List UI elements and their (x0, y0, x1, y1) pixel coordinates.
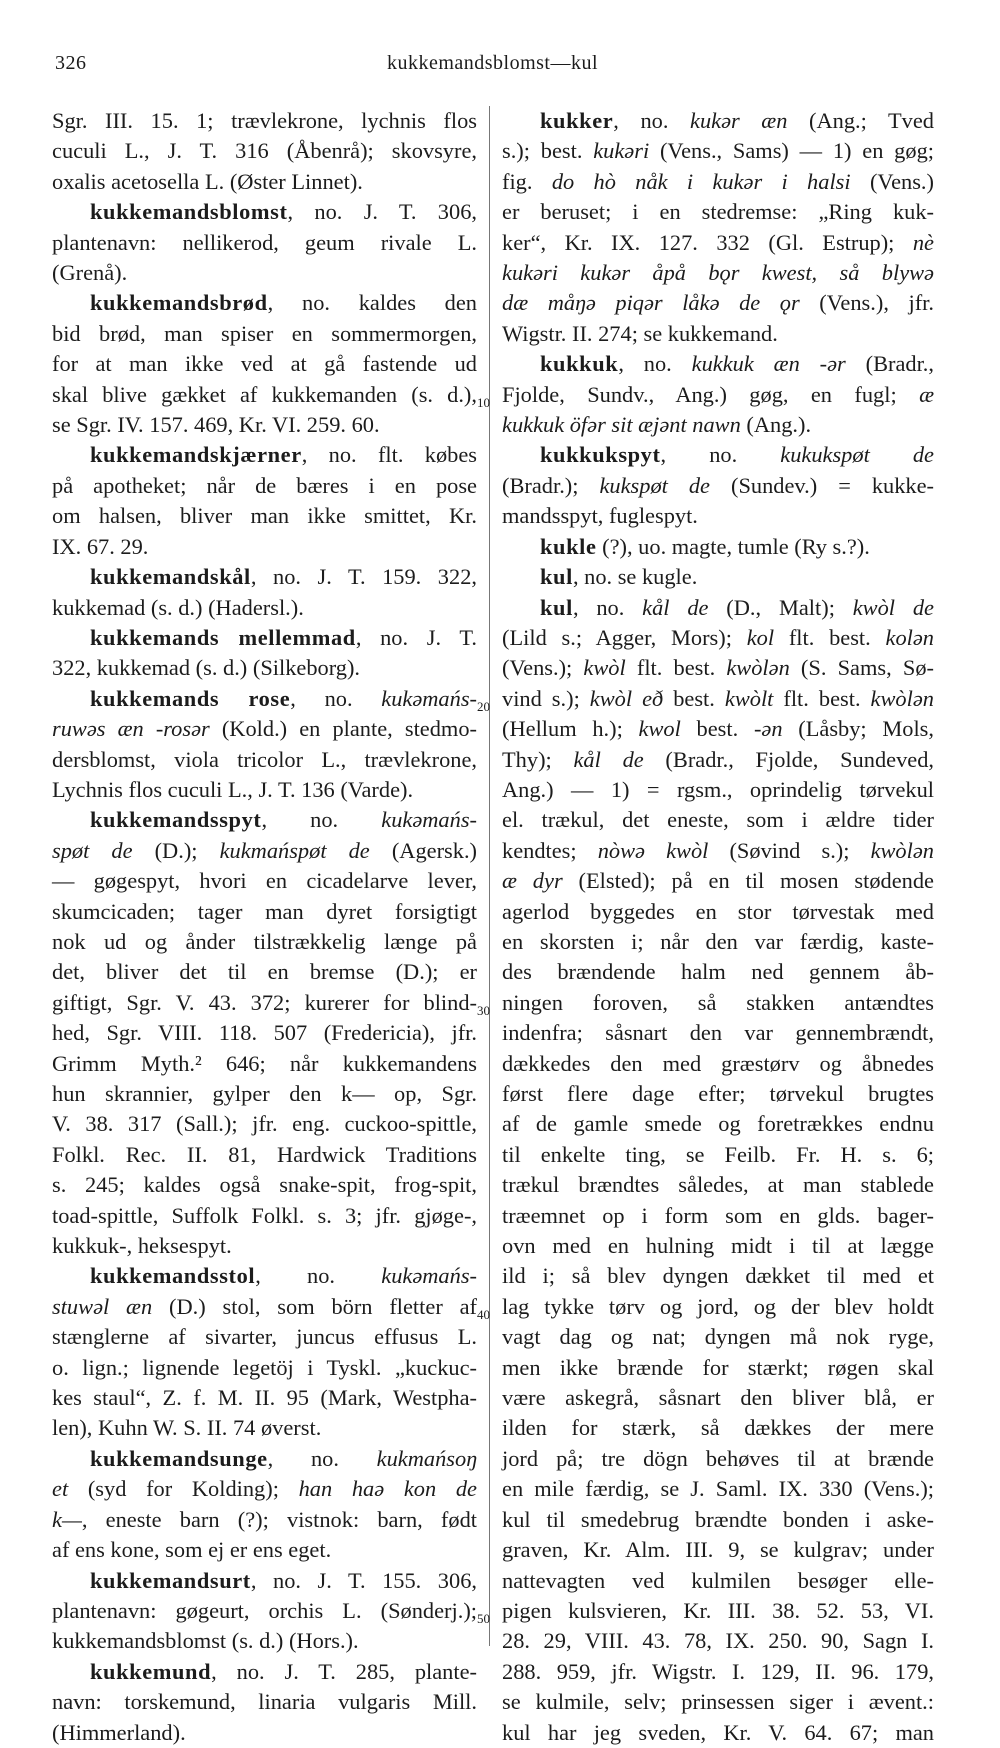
text-run: (Ang.). (740, 412, 812, 438)
text-line (52, 805, 477, 835)
text-run: er beruset; i en stedremse: „Ring kuk- (502, 199, 934, 225)
dialect-form: æ dyr (502, 868, 563, 894)
text-line (502, 988, 934, 1018)
text-line (52, 1292, 477, 1322)
text-run: bid brød, man spiser en sommermorgen, (52, 320, 477, 346)
dialect-form: kukkuk öfər sit æjənt nawn (502, 412, 741, 438)
text-run: (Hellum h.); (502, 716, 639, 742)
dialect-form: kål de (573, 746, 644, 772)
text-line (52, 1353, 477, 1383)
text-line (502, 1383, 934, 1413)
text-line (52, 1657, 477, 1687)
dialect-form: kukmańsoŋ (376, 1445, 477, 1471)
dialect-form: kwòl (583, 655, 626, 681)
text-line (52, 167, 477, 197)
text-line (502, 562, 934, 592)
dialect-form: nòwə kwòl (597, 837, 709, 863)
dialect-form: kwòlən (726, 655, 790, 681)
text-run: en skorsten i; når den var færdig, kaste- (502, 928, 934, 954)
dialect-form: kukəmańs- (381, 685, 477, 711)
dialect-form: dæ måŋə piqər låkə de ǫr (502, 290, 800, 316)
text-line (502, 501, 934, 531)
dialect-form: -ən (753, 716, 783, 742)
headword: kukle (540, 533, 597, 559)
dialect-form: kwòlt (724, 685, 774, 711)
dialect-form: et (52, 1476, 69, 1502)
text-run: el. trækul, det eneste, som i ældre tider (502, 807, 934, 833)
text-line (502, 836, 934, 866)
text-run: vind s.); (502, 685, 590, 711)
text-line (502, 897, 934, 927)
text-run: flt. best. (774, 624, 886, 650)
text-line (52, 228, 477, 258)
text-run: , no. (572, 594, 643, 620)
dialect-form: kål de (642, 594, 709, 620)
text-run: navn: torskemund, linaria vulgaris Mill. (52, 1689, 477, 1715)
text-line (502, 1292, 934, 1322)
text-line (52, 410, 477, 440)
text-run: skal blive gækket af kukkemanden (s. d.), (52, 381, 477, 407)
text-run: trækul brændtes således, at man stablede (502, 1172, 934, 1198)
text-run: om halsen, bliver man ikke smittet, Kr. (52, 503, 477, 529)
text-line (502, 957, 934, 987)
dialect-form: kukukspøt de (780, 442, 934, 468)
text-line (52, 1140, 477, 1170)
text-line (502, 1657, 934, 1687)
dialect-form: do hò nåk i kukər i halsi (551, 168, 851, 194)
text-run: kul til smedebrug brændte bonden i aske- (502, 1506, 934, 1532)
text-line (502, 805, 934, 835)
text-run: Thy); (502, 746, 574, 772)
text-line (502, 1079, 934, 1109)
text-line (52, 623, 477, 653)
text-run: Lychnis flos cuculi L., J. T. 136 (Varde). (52, 776, 414, 802)
dialect-form: kukspøt de (599, 472, 710, 498)
line-number-marker: 10 (477, 395, 490, 410)
text-run: (Vens.), jfr. (799, 290, 934, 316)
text-run: først flere dage efter; tørvekul brugtes (502, 1081, 934, 1106)
text-line (502, 228, 934, 258)
text-line (52, 1505, 477, 1535)
text-run: (Bradr., (845, 351, 935, 377)
text-run: vagt dag og nat; dyngen må nok ryge, (502, 1324, 934, 1350)
headword: kukkemandsunge (90, 1445, 268, 1471)
text-line (52, 319, 477, 349)
text-run: Grimm Myth.² 646; når kukkemandens (52, 1050, 477, 1076)
text-run: best. (680, 716, 754, 742)
text-line (52, 1049, 477, 1079)
text-line (52, 106, 477, 136)
text-run: (D.); (132, 837, 220, 863)
text-line (502, 1505, 934, 1535)
text-run: , no. (660, 442, 781, 468)
text-line (52, 653, 477, 683)
headword: kukkemandsurt (90, 1567, 251, 1593)
headword: kukkemandsblomst (90, 199, 288, 225)
text-run: ilden for stærk, så dækkes der mere (502, 1415, 934, 1441)
dialect-form: ruwəs æn -rosər (52, 716, 210, 742)
line-number-marker: 40 (477, 1307, 490, 1322)
text-run: , no. (255, 1263, 382, 1289)
text-run: (Vens.); (502, 655, 584, 681)
text-line (52, 897, 477, 927)
text-run: o. lign.; lignende legetöj i Tyskl. „kuckuc- (52, 1354, 477, 1380)
text-run: , no. kaldes den (267, 290, 477, 316)
headword: kukkemandskål (90, 564, 251, 590)
line-number-marker: 50 (477, 1611, 490, 1626)
text-run: være askegrå, såsnart den bliver blå, er (502, 1385, 934, 1411)
text-line (52, 440, 477, 470)
text-run: nattevagten ved kulmilen besøger elle- (502, 1567, 934, 1593)
text-run: s.); best. (502, 138, 594, 164)
text-line (52, 288, 477, 318)
text-run: , no. (613, 108, 691, 133)
text-run: (?), uo. magte, tumle (Ry s.?). (596, 533, 870, 559)
text-line (502, 593, 934, 623)
dialect-form: kol (746, 624, 775, 650)
text-line (52, 471, 477, 501)
text-run: ild i; så blev dyngen dækket til med et (502, 1263, 934, 1289)
dialect-form: kolən (885, 624, 934, 650)
text-run: (Låsby; Mols, (782, 716, 934, 742)
text-run: (Søvind s.); (708, 837, 871, 863)
line-number-marker: 30 (477, 1003, 490, 1018)
text-run: Folkl. Rec. II. 81, Hardwick Traditions (52, 1141, 477, 1167)
text-line (502, 319, 934, 349)
dialect-form: han haə kon de (298, 1476, 477, 1502)
text-run: , no. J. T. 159. 322, (250, 564, 477, 590)
text-run: se Sgr. IV. 157. 469, Kr. VI. 259. 60. (52, 412, 380, 438)
text-line (502, 1201, 934, 1231)
text-run: — gøgespyt, hvori en cicadelarve lever, (52, 868, 477, 894)
dialect-form: kwòl eð (589, 685, 664, 711)
text-run: dersblomst, viola tricolor L., trævlekrone, (52, 746, 477, 772)
text-run: best. (663, 685, 725, 711)
text-line (52, 836, 477, 866)
text-line (502, 410, 934, 440)
text-run: (Sundev.) = kukke- (710, 472, 934, 498)
text-line (52, 197, 477, 227)
dialect-form: kukkuk æn -ər (691, 351, 846, 377)
text-run: (Elsted); på en til mosen stødende (562, 868, 934, 894)
headword: kukkemandsspyt (90, 807, 262, 833)
text-run: indenfra; såsnart den var gennembrændt, (502, 1020, 934, 1046)
text-run: kukkuk-, heksespyt. (52, 1233, 232, 1259)
text-line (502, 349, 934, 379)
column-divider (489, 106, 490, 1646)
text-run: (Kold.) en plante, stedmo- (209, 716, 477, 742)
text-run: , no. (618, 351, 692, 377)
text-line (502, 380, 934, 410)
text-run: til enkelte ting, se Feilb. Fr. H. s. 6; (502, 1141, 934, 1167)
text-line (52, 714, 477, 744)
text-run: (Agersk.) (369, 837, 477, 863)
text-line (502, 1109, 934, 1139)
text-run: len), Kuhn W. S. II. 74 øverst. (52, 1415, 322, 1441)
text-line (502, 288, 934, 318)
headword: kukkemandsstol (90, 1263, 256, 1289)
text-run: (Ang.; Tved (787, 108, 935, 133)
text-run: ker“, Kr. IX. 127. 332 (Gl. Estrup); (502, 229, 913, 255)
text-run: fig. (502, 168, 552, 194)
headword: kul (540, 564, 573, 590)
dialect-form: kwòl de (852, 594, 934, 620)
text-run: kes staul“, Z. f. M. II. 95 (Mark, Westpha- (52, 1385, 477, 1411)
text-line (502, 1626, 934, 1656)
text-run: på apotheket; når de bæres i en pose (52, 472, 477, 498)
text-run: kukkemandsblomst (s. d.) (Hors.). (52, 1628, 359, 1654)
text-line (502, 684, 934, 714)
text-run: , no. (290, 685, 382, 711)
text-line (52, 1444, 477, 1474)
text-line (52, 380, 477, 410)
dialect-form: kukmańspøt de (219, 837, 370, 863)
text-run: (D., Malt); (708, 594, 853, 620)
text-run: det, bliver det til en bremse (D.); er (52, 959, 477, 985)
text-run: (Himmerland). (52, 1719, 186, 1745)
text-run: graven, Kr. Alm. III. 9, se kulgrav; under (502, 1537, 934, 1563)
text-run: for at man ikke ved at gå fastende ud (52, 351, 477, 377)
line-number-marker: 20 (477, 699, 490, 714)
text-run: stænglerne af sivarter, juncus effusus L. (52, 1324, 477, 1350)
text-run: (Vens., Sams) — 1) en gøg; (649, 138, 934, 164)
text-line (52, 957, 477, 987)
text-run: (Grenå). (52, 260, 128, 286)
text-line (502, 866, 934, 896)
text-run: des brændende halm ned gennem åb- (502, 959, 934, 985)
text-line (502, 927, 934, 957)
text-run: (S. Sams, Sø- (789, 655, 934, 681)
text-run: agerlod byggedes en stor tørvestak med (502, 898, 934, 924)
text-line (502, 136, 934, 166)
dialect-form: kukər æn (690, 108, 788, 133)
left-column (52, 106, 477, 1745)
text-run: en mile færdig, se J. Saml. IX. 330 (Vens.); (502, 1476, 934, 1502)
text-run: , no. J. T. (355, 624, 477, 650)
text-run: plantenavn: nellikerod, geum rivale L. (52, 229, 477, 255)
text-run: flt. best. (625, 655, 727, 681)
text-run: , no. flt. købes (301, 442, 477, 468)
text-line (502, 1687, 934, 1717)
text-run: jord på; tre dögn behøves til at brænde (502, 1445, 934, 1471)
text-line (52, 927, 477, 957)
dialect-form: kukəmańs- (381, 807, 477, 833)
text-run: (Bradr., Fjolde, Sundeved, (643, 746, 934, 772)
text-run: ovn med en hulning midt i til at lægge (502, 1233, 934, 1259)
text-run: men ikke brænde for stærkt; røgen skal (502, 1354, 934, 1380)
text-run: Wigstr. II. 274; se kukkemand. (502, 320, 778, 346)
headword: kukkemands rose (90, 685, 291, 711)
text-line (52, 136, 477, 166)
text-line (52, 1383, 477, 1413)
text-run: lag tykke tørv og jord, og der blev holdt (502, 1293, 934, 1319)
text-line (502, 1261, 934, 1291)
text-line (52, 1231, 477, 1261)
headword: kukkemands mellemmad (90, 624, 356, 650)
text-run: af ens kone, som ej er ens eget. (52, 1537, 332, 1563)
text-run: dækkedes den med græstørv og åbnedes (502, 1050, 934, 1076)
text-line (52, 1170, 477, 1200)
text-line (52, 1109, 477, 1139)
page-header (55, 52, 930, 82)
text-line (52, 1474, 477, 1504)
text-run: 28. 29, VIII. 43. 78, IX. 250. 90, Sagn I. (502, 1628, 934, 1654)
text-run: skumcicaden; tager man dyret forsigtigt (52, 898, 477, 924)
dialect-form: stuwəl æn (52, 1293, 153, 1319)
text-run: , no. se kugle. (572, 564, 698, 590)
text-run: (syd for Kolding); (68, 1476, 299, 1502)
dialect-form: kukəri kukər åpå bǫr kwest, så blywə (502, 260, 934, 286)
right-column (502, 106, 935, 1745)
text-run: Fjolde, Sundv., Ang.) gøg, en fugl; (502, 381, 920, 407)
text-line (52, 1718, 477, 1748)
text-run: IX. 67. 29. (52, 533, 149, 559)
text-run: plantenavn: gøgeurt, orchis L. (Sønderj.); (52, 1597, 477, 1623)
text-line (502, 1413, 934, 1443)
text-line (52, 684, 477, 714)
text-line (502, 1474, 934, 1504)
text-line (52, 1596, 477, 1626)
text-line (52, 1626, 477, 1656)
dialect-form: æ (919, 381, 934, 407)
text-line (502, 1018, 934, 1048)
dialect-form: kwòlən (870, 837, 934, 863)
text-line (52, 1261, 477, 1291)
text-run: s. 245; kaldes også snake-spit, frog-spit, (52, 1172, 477, 1198)
dialect-form: spøt de (52, 837, 133, 863)
text-run: 322, kukkemad (s. d.) (Silkeborg). (52, 655, 361, 681)
text-line (502, 532, 934, 562)
text-run: , no. (261, 807, 382, 833)
dialect-form: k— (52, 1506, 82, 1532)
text-line (502, 775, 934, 805)
text-line (502, 1231, 934, 1261)
text-line (502, 1566, 934, 1596)
text-run: , no. (267, 1445, 377, 1471)
text-line (52, 1687, 477, 1717)
headword: kul (540, 594, 573, 620)
text-line (52, 1201, 477, 1231)
text-line (502, 1718, 934, 1748)
text-run: , eneste barn (?); vistnok: barn, født (81, 1506, 477, 1532)
text-run: toad-spittle, Suffolk Folkl. s. 3; jfr. gjøge-, (52, 1202, 477, 1228)
text-line (52, 593, 477, 623)
text-run: (D.) stol, som börn fletter af (152, 1293, 477, 1319)
text-run: af de gamle smede og foretrækkes endnu (502, 1111, 934, 1137)
text-line (502, 745, 934, 775)
text-line (502, 471, 934, 501)
text-line (502, 167, 934, 197)
text-line (52, 349, 477, 379)
text-line (502, 653, 934, 683)
text-run: giftigt, Sgr. V. 43. 372; kurerer for blind- (52, 989, 477, 1015)
text-run: hed, Sgr. VIII. 118. 507 (Fredericia), jfr. (52, 1020, 477, 1046)
text-line (52, 532, 477, 562)
text-line (52, 1322, 477, 1352)
text-run: kul har jeg sveden, Kr. V. 64. 67; man (502, 1719, 934, 1745)
headword: kukkemund (90, 1658, 212, 1684)
text-run: kendtes; (502, 837, 598, 863)
text-run: (Bradr.); (502, 472, 600, 498)
text-line (502, 1322, 934, 1352)
text-run: træemnet op i form som en glds. bager- (502, 1202, 934, 1228)
dialect-form: kwol (638, 716, 681, 742)
text-line (502, 1596, 934, 1626)
text-run: 288. 959, jfr. Wigstr. I. 129, II. 96. 179, (502, 1658, 934, 1684)
text-line (52, 1535, 477, 1565)
text-run: , no. J. T. 306, (287, 199, 477, 225)
headword: kukkemandsbrød (90, 290, 268, 316)
text-run: mandsspyt, fuglespyt. (502, 503, 698, 529)
text-line (502, 623, 934, 653)
text-line (502, 440, 934, 470)
dialect-form: kukəmańs- (381, 1263, 477, 1289)
headword: kukkukspyt (540, 442, 661, 468)
text-line (502, 1535, 934, 1565)
text-run: V. 38. 317 (Sall.); jfr. eng. cuckoo-spittle, (52, 1111, 477, 1137)
text-line (52, 745, 477, 775)
text-line (52, 562, 477, 592)
text-run: hun skrannier, gylper den k— op, Sgr. (52, 1081, 477, 1106)
text-line (52, 258, 477, 288)
text-run: , no. J. T. 155. 306, (250, 1567, 477, 1593)
text-line (502, 1140, 934, 1170)
text-run: (Vens.) (850, 168, 934, 194)
text-line (502, 1170, 934, 1200)
headword: kukkemandskjærner (90, 442, 302, 468)
text-line (52, 501, 477, 531)
page-number: 326 (55, 52, 87, 74)
text-run: flt. best. (773, 685, 871, 711)
running-title: kukkemandsblomst—kul (386, 52, 599, 74)
headword: kukker (540, 108, 614, 133)
text-run: (Lild s.; Agger, Mors); (502, 624, 747, 650)
text-run: ningen foroven, så stakken antændtes (502, 989, 934, 1015)
text-line (52, 775, 477, 805)
headword: kukkuk (540, 351, 619, 377)
text-line (52, 988, 477, 1018)
text-line (502, 106, 934, 136)
text-run: cuculi L., J. T. 316 (Åbenrå); skovsyre, (52, 138, 477, 164)
text-run: pigen kulsvieren, Kr. III. 38. 52. 53, VI. (502, 1597, 934, 1623)
dialect-form: kukəri (593, 138, 650, 164)
text-run: , no. J. T. 285, plante- (211, 1658, 477, 1684)
text-line (502, 1049, 934, 1079)
text-run: Sgr. III. 15. 1; trævlekrone, lychnis flos (52, 108, 477, 133)
text-line (52, 866, 477, 896)
text-run: Ang.) — 1) = rgsm., oprindelig tørvekul (502, 776, 934, 802)
text-line (52, 1566, 477, 1596)
text-run: kukkemad (s. d.) (Hadersl.). (52, 594, 304, 620)
text-line (502, 258, 934, 288)
text-line (52, 1079, 477, 1109)
dialect-form: kwòlən (870, 685, 934, 711)
text-run: oxalis acetosella L. (Øster Linnet). (52, 168, 363, 194)
text-run: nok ud og ånder tilstrækkelig længe på (52, 928, 477, 954)
dialect-form: nè (912, 229, 934, 255)
text-run: se kulmile, selv; prinsessen siger i ævent.: (502, 1689, 934, 1715)
text-line (502, 1353, 934, 1383)
text-line (502, 197, 934, 227)
text-line (52, 1018, 477, 1048)
text-line (502, 714, 934, 744)
text-line (502, 1444, 934, 1474)
text-line (52, 1413, 477, 1443)
